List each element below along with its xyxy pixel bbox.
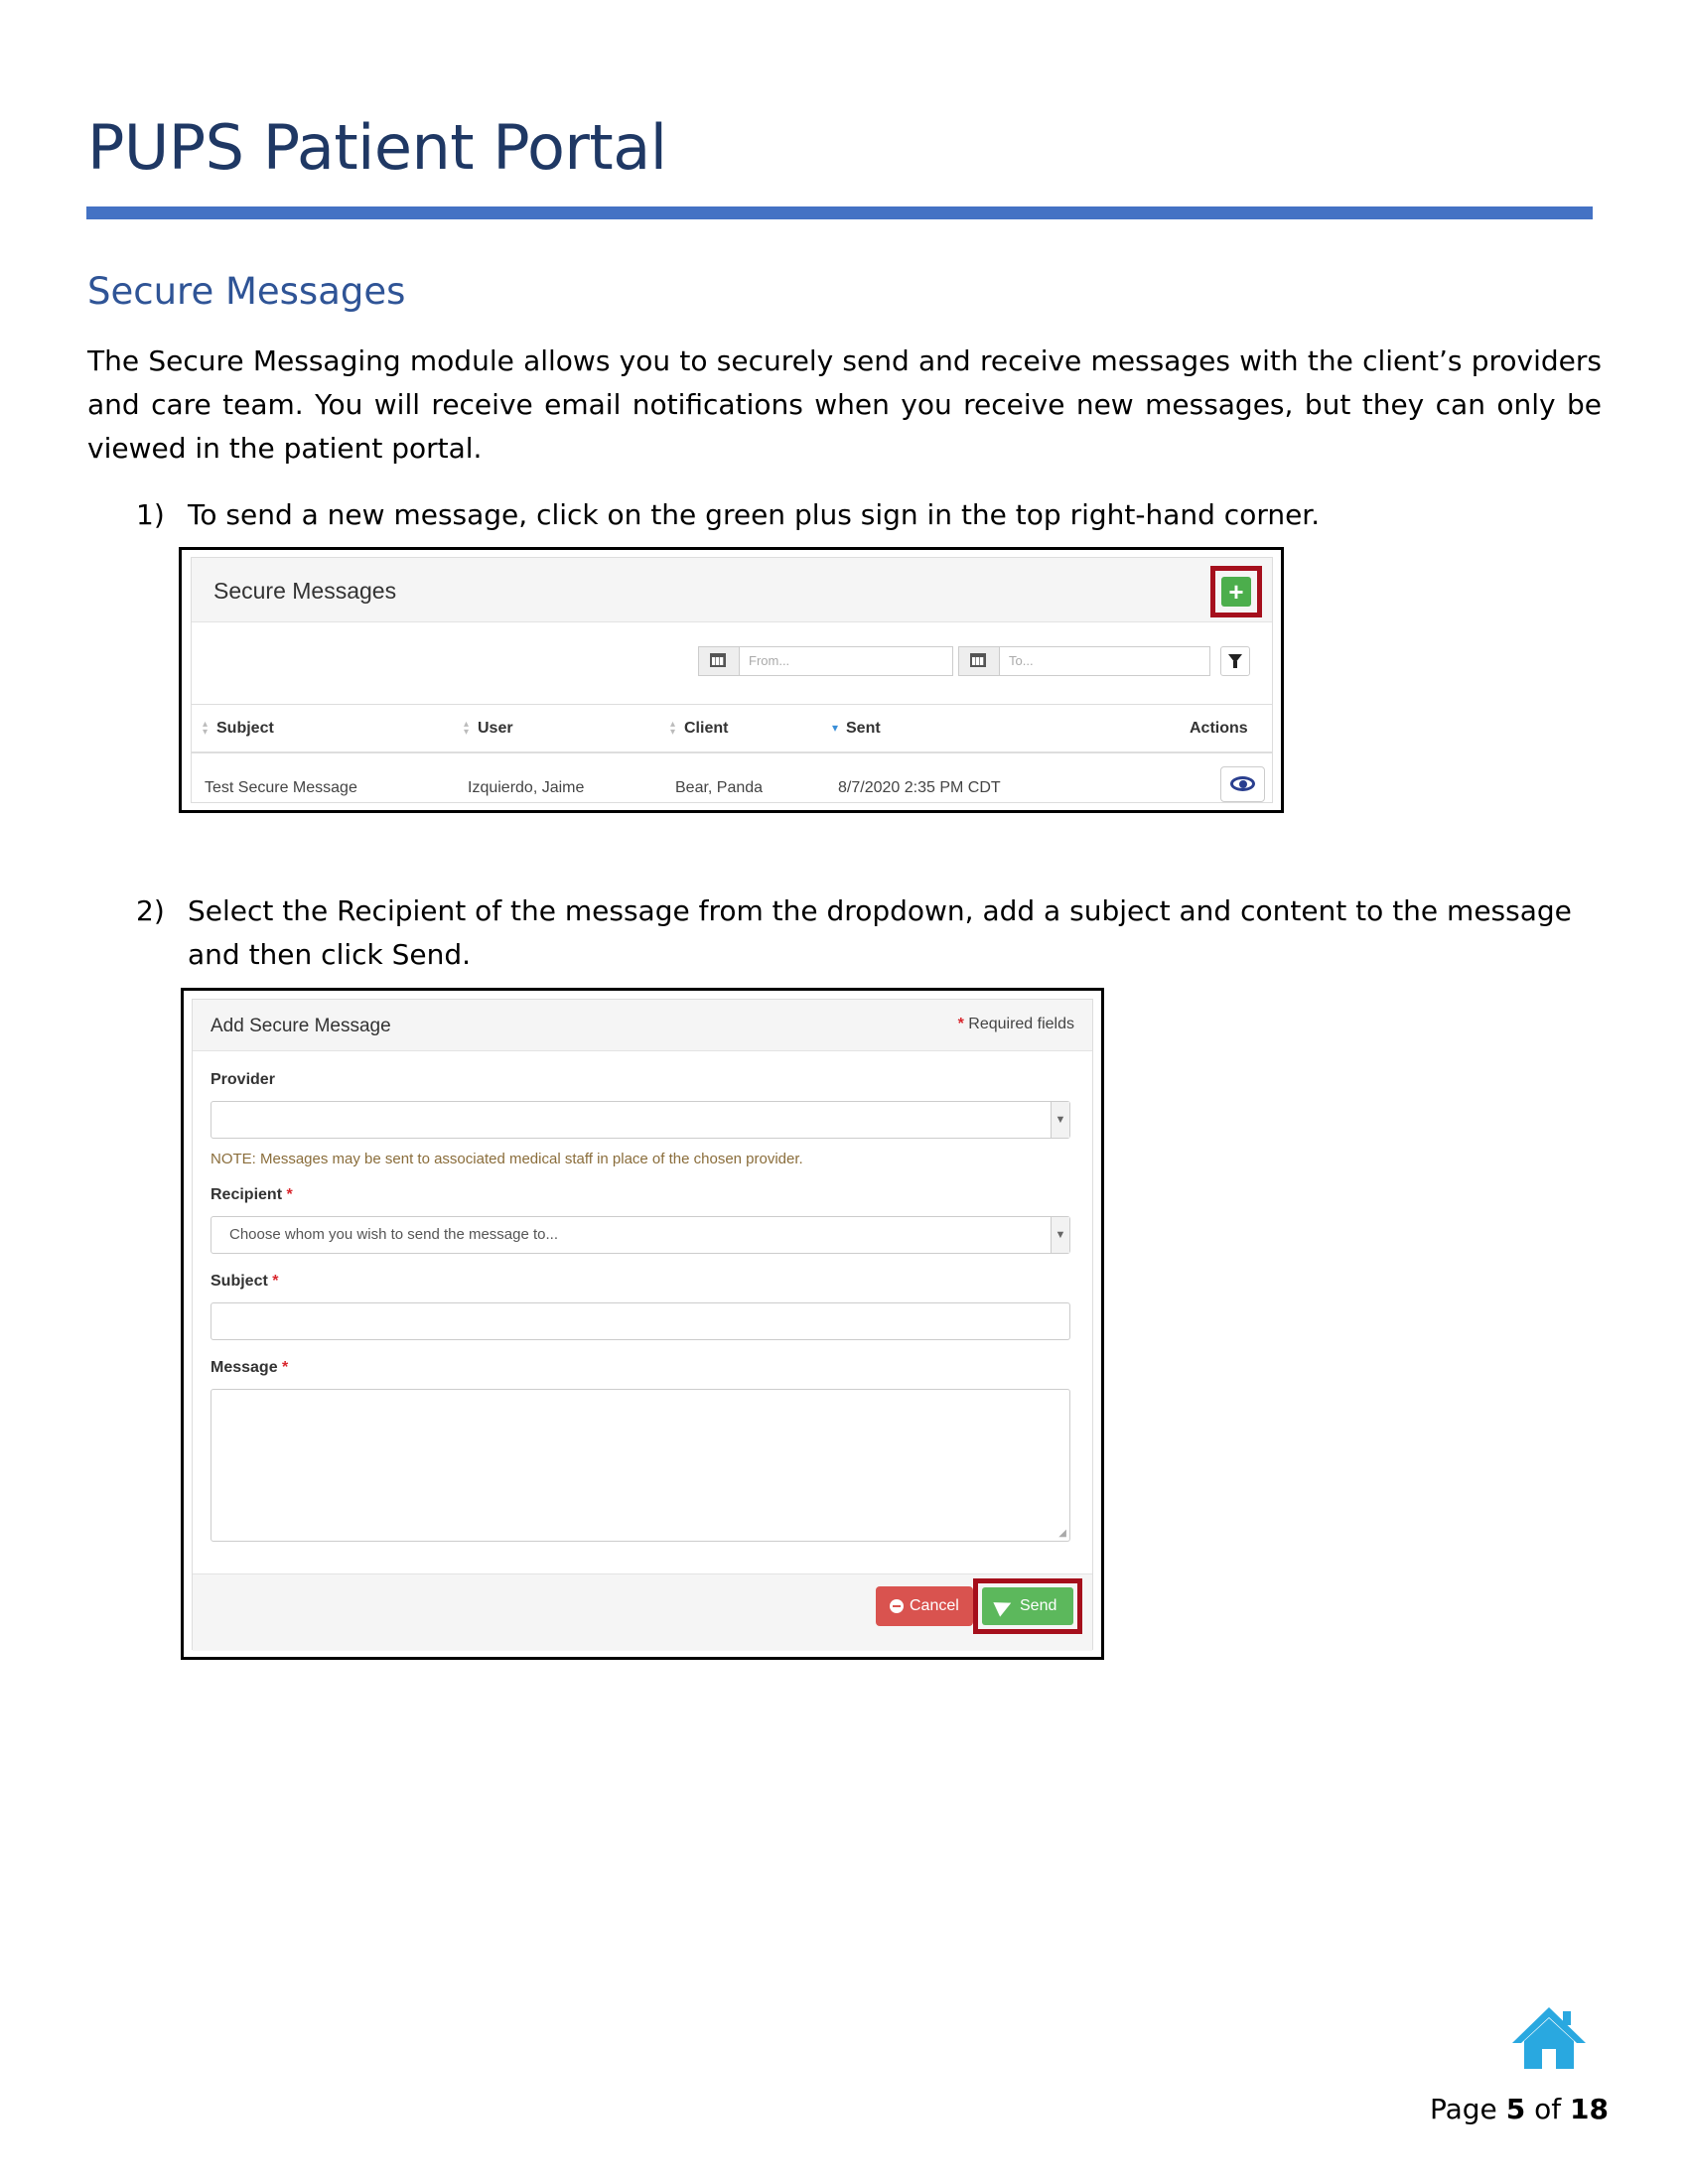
to-date-input[interactable] [958,646,1210,676]
cell-sent: 8/7/2020 2:35 PM CDT [838,779,1001,796]
send-button[interactable] [982,1587,1073,1625]
send-label: Send [1020,1597,1057,1614]
provider-select[interactable] [211,1101,1070,1139]
panel-header [192,558,1272,622]
recipient-select[interactable] [211,1216,1070,1254]
cell-user: Izquierdo, Jaime [468,779,585,796]
column-client[interactable]: ▴ ▾ Client [670,719,729,738]
from-placeholder: From... [749,653,790,668]
to-placeholder: To... [1009,653,1034,668]
intro-paragraph: The Secure Messaging module allows you to securely send and receive messages with the client’s providers and care team. You will receive email notifications when you receive new messages, but they can only be viewed in the patient portal. [87,344,1602,465]
cancel-button[interactable] [876,1586,973,1626]
form-title: Add Secure Message [211,1016,391,1036]
cell-client: Bear, Panda [675,779,764,796]
provider-label: Provider [211,1071,275,1088]
add-message-panel [192,999,1093,1650]
paper-plane-icon [993,1595,1014,1616]
calendar-icon [970,653,986,667]
eye-icon [1230,776,1255,791]
message-textarea[interactable] [211,1389,1070,1542]
recipient-label: Recipient * [211,1186,293,1203]
step-text: To send a new message, click on the green plus sign in the top right-hand corner. [188,498,1321,531]
step-number: 1) [136,498,165,531]
filter-icon-stem [1233,661,1237,668]
screenshot-secure-messages [179,547,1284,813]
required-asterisk: * [957,1016,964,1032]
form-header [193,1000,1092,1051]
resize-handle-icon[interactable]: ◢ [1058,1528,1066,1539]
subject-input[interactable] [211,1302,1070,1340]
calendar-addon[interactable] [959,647,1000,675]
form-footer [193,1573,1092,1651]
minus-circle-icon [890,1599,904,1613]
page-number: Page 5 of 18 [1430,2093,1609,2125]
provider-note: NOTE: Messages may be sent to associated medical staff in place of the chosen provider. [211,1151,803,1167]
subject-label: Subject * [211,1273,279,1290]
message-label: Message * [211,1359,289,1376]
sort-icon: ▴ ▾ [203,719,209,738]
calendar-addon[interactable] [699,647,740,675]
home-icon[interactable] [1510,2003,1588,2071]
column-sent[interactable]: ▾ Sent [832,720,881,737]
view-message-button[interactable] [1220,766,1265,802]
filter-button[interactable] [1220,646,1250,676]
send-button-highlight [973,1578,1082,1634]
required-fields-note: * Required fields [957,1016,1074,1032]
sort-desc-icon: ▾ [832,721,839,735]
column-subject[interactable]: ▴ ▾ Subject [203,719,274,738]
chevron-down-icon[interactable]: ▼ [1051,1102,1069,1138]
section-heading: Secure Messages [87,270,406,313]
column-user[interactable]: ▴ ▾ User [464,719,513,738]
add-button-highlight [1210,566,1262,617]
chevron-down-icon[interactable]: ▼ [1051,1217,1069,1253]
step-number: 2) [136,894,165,927]
add-message-button[interactable] [1221,577,1251,607]
sort-icon: ▴ ▾ [464,719,470,738]
calendar-icon [710,653,726,667]
title-rule [86,206,1593,219]
cancel-label: Cancel [910,1597,959,1614]
plus-icon: + [1228,577,1244,607]
sort-icon: ▴ ▾ [670,719,676,738]
secure-messages-panel [191,557,1273,803]
from-date-input[interactable] [698,646,953,676]
recipient-placeholder: Choose whom you wish to send the message to... [229,1226,559,1243]
step-text: Select the Recipient of the message from the dropdown, add a subject and content to the message and then click Send. [188,894,1572,971]
cell-subject: Test Secure Message [205,779,357,796]
screenshot-add-message [181,988,1104,1660]
table-header [192,704,1272,753]
document-title: PUPS Patient Portal [87,111,667,184]
panel-title: Secure Messages [213,578,397,604]
column-actions: Actions [1190,720,1248,737]
